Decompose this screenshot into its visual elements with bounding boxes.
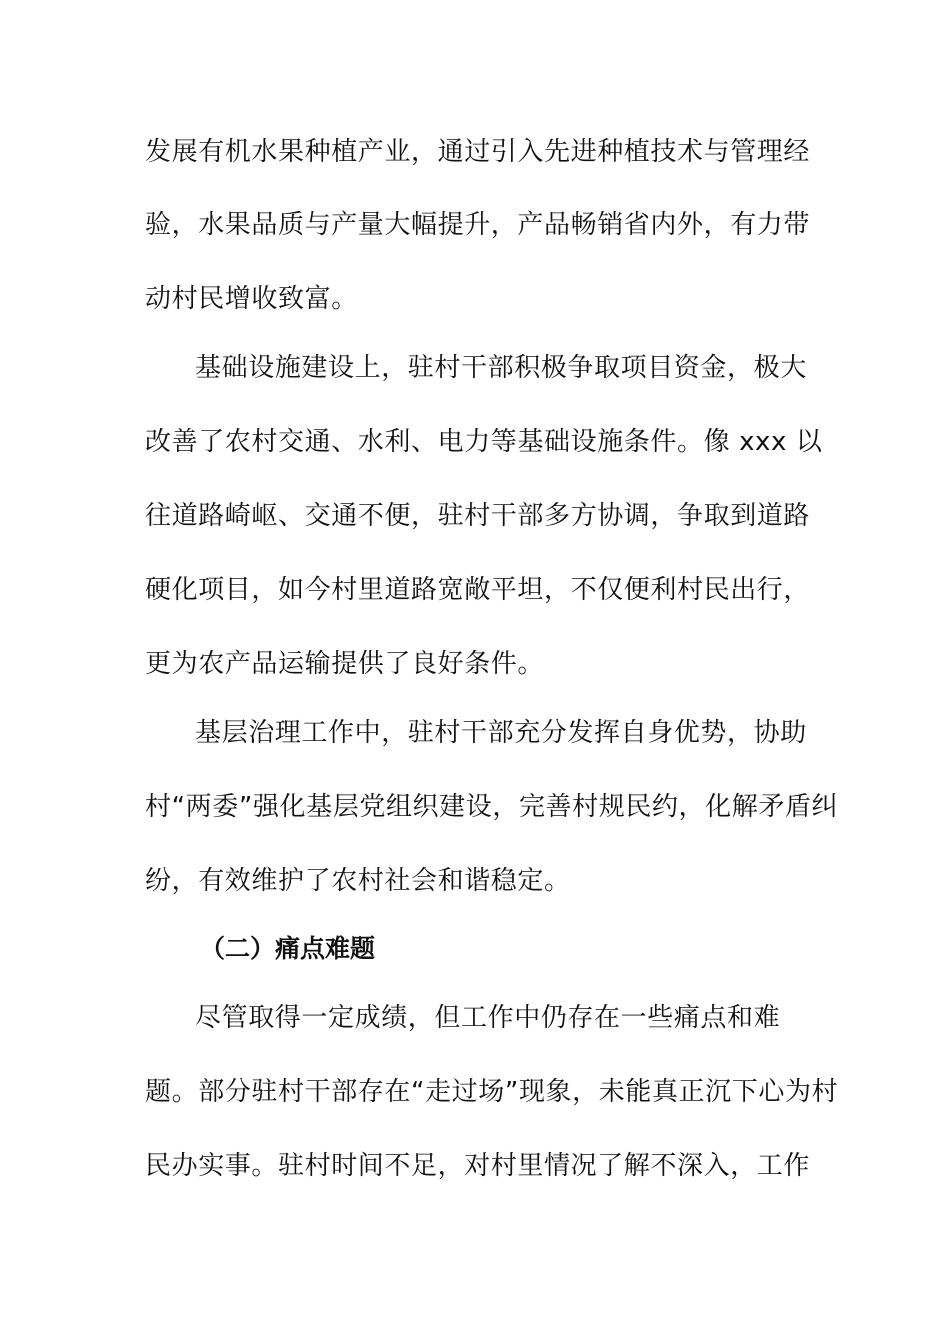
paragraph-line: 验，水果品质与产量大幅提升，产品畅销省内外，有力带 bbox=[145, 210, 811, 240]
paragraph-line: 发展有机水果种植产业，通过引入先进种植技术与管理经 bbox=[145, 137, 811, 167]
paragraph-line: 基层治理工作中，驻村干部充分发挥自身优势，协助 bbox=[195, 718, 807, 748]
paragraph-line: 往道路崎岖、交通不便，驻村干部多方协调，争取到道路 bbox=[145, 501, 811, 531]
paragraph-line: 硬化项目，如今村里道路宽敞平坦，不仅便利村民出行， bbox=[145, 575, 811, 605]
paragraph-line: 更为农产品运输提供了良好条件。 bbox=[145, 649, 545, 679]
paragraph-line: 民办实事。驻村时间不足，对村里情况了解不深入，工作 bbox=[145, 1151, 811, 1181]
section-heading: （二）痛点难题 bbox=[200, 934, 376, 963]
paragraph-line: 改善了农村交通、水利、电力等基础设施条件。像 xxx 以 bbox=[145, 427, 823, 457]
paragraph-line: 纷，有效维护了农村社会和谐稳定。 bbox=[145, 866, 571, 896]
paragraph-line: 尽管取得一定成绩，但工作中仍存在一些痛点和难 bbox=[195, 1003, 781, 1033]
paragraph-line: 题。部分驻村干部存在“走过场”现象，未能真正沉下心为村 bbox=[145, 1077, 839, 1107]
paragraph-line: 动村民增收致富。 bbox=[145, 284, 358, 314]
paragraph-line: 基础设施建设上，驻村干部积极争取项目资金，极大 bbox=[195, 353, 807, 383]
paragraph-line: 村“两委”强化基层党组织建设，完善村规民约，化解矛盾纠 bbox=[145, 792, 839, 822]
